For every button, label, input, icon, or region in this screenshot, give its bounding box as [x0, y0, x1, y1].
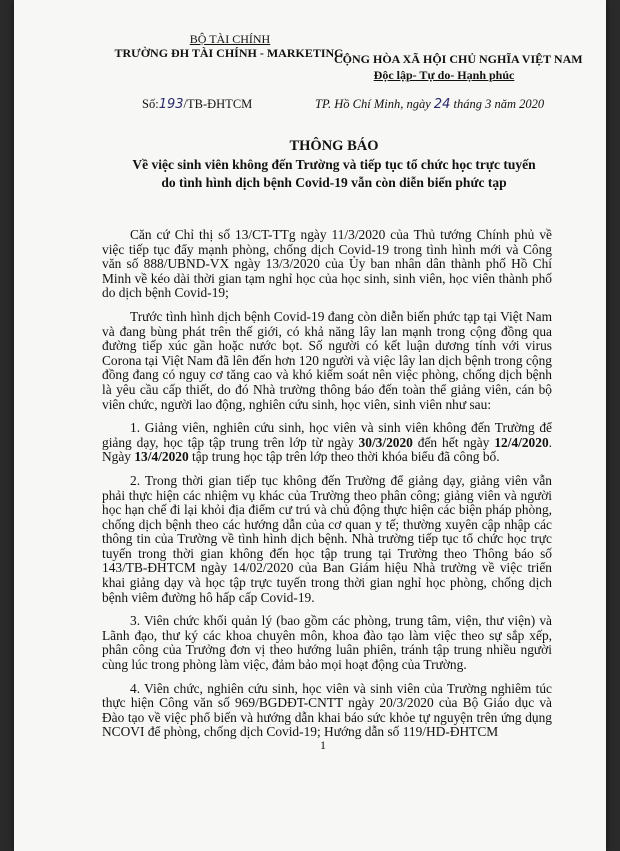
- national-motto: Độc lập- Tự do- Hạnh phúc: [373, 68, 515, 82]
- doc-number-handwritten: 193: [158, 97, 184, 112]
- item-2: 2. Trong thời gian tiếp tục không đến Trường để giảng dạy, giảng viên vẫn phải thực hiện các nhiệm vụ khác của Trường theo phân công; giảng viên và người học hạn chế đi lại khỏi địa điểm cư trú và chủ động thực hiện các biện pháp phòng, chống dịch bệnh theo các hướng dẫn của cơ quan y tế; thường xuyên cập nhập các thông tin của Trường về tình hình dịch bệnh. Nhà trường tiếp tục tổ chức học trực tuyến trong thời gian không đến học tập trung tại Trường theo Thông báo số 143/TB-ĐHTCM ngày 14/02/2020 của Ban Giám hiệu Nhà trường về việc triển khai giảng dạy và học tập trực tuyến trong thời gian nghỉ học phòng, chống dịch bệnh viêm đường hô hấp cấp Covid-19.: [102, 472, 552, 605]
- national-header: [334, 52, 583, 83]
- issuer-header: [110, 32, 350, 61]
- ministry-name: BỘ TÀI CHÍNH: [189, 32, 271, 46]
- issue-date: [315, 97, 544, 112]
- item-4: 4. Viên chức, nghiên cứu sinh, học viên và sinh viên của Trường nghiêm túc thực hiện Công văn số 969/BGDĐT-CNTT ngày 20/3/2020 của Bộ Giáo dục và Đào tạo về việc phổ biến và hướng dẫn khai báo sức khỏe tự nguyện trên ứng dụng NCOVI để phòng, chống dịch Covid-19; Hướng dẫn số 119/HD-ĐHTCM: [102, 680, 552, 740]
- doc-number-suffix: /TB-ĐHTCM: [183, 97, 253, 111]
- title-line-2: do tình hình dịch bệnh Covid-19 vẫn còn diễn biến phức tạp: [161, 175, 507, 190]
- document-page: [14, 0, 606, 851]
- item-1-date-end: 12/4/2020: [494, 434, 549, 450]
- republic-name: CỘNG HÒA XÃ HỘI CHỦ NGHĨA VIỆT NAM: [334, 52, 583, 66]
- document-title: [54, 137, 614, 192]
- document-number: [142, 97, 252, 112]
- item-1: [102, 421, 552, 465]
- title-main: THÔNG BÁO: [289, 138, 379, 154]
- item-1-date-start: 30/3/2020: [358, 434, 413, 450]
- date-suffix: tháng 3 năm 2020: [453, 97, 545, 111]
- page-number: 1: [320, 738, 326, 752]
- item-1-text-e: . Ngày: [102, 434, 552, 465]
- school-name: TRƯỜNG ĐH TÀI CHÍNH - MARKETING: [114, 46, 344, 60]
- item-1-date-resume: 13/4/2020: [134, 449, 189, 465]
- date-day-handwritten: 24: [433, 97, 451, 112]
- document-body: [102, 228, 552, 749]
- date-prefix: TP. Hồ Chí Minh, ngày: [315, 97, 431, 111]
- paragraph-situation: Trước tình hình dịch bệnh Covid-19 đang còn diễn biến phức tạp tại Việt Nam và đang bùng phát trên thế giới, có khả năng lây lan mạnh trong cộng đồng qua đường tiếp xúc gần hoặc nước bọt. Số người có kết luận dương tính với virus Corona tại Việt Nam đã lên đến hơn 120 người và việc lây lan dịch bệnh trong cộng đồng đang có nguy cơ tăng cao và khó kiểm soát nên việc phòng, chống dịch bệnh là yêu cầu cấp thiết, do đó Nhà trường thông báo đến toàn thể giảng viên, cán bộ viên chức, người lao động, nghiên cứu sinh, học viên, sinh viên như sau:: [102, 308, 552, 412]
- doc-number-prefix: Số:: [142, 97, 159, 111]
- item-1-text-c: đến hết ngày: [412, 434, 495, 450]
- item-1-text-a: 1. Giảng viên, nghiên cứu sinh, học viên và sinh viên không đến Trường để giảng dạy, học tập tập trung trên lớp từ ngày: [102, 420, 552, 450]
- title-line-1: Về việc sinh viên không đến Trường và tiếp tục tổ chức học trực tuyến: [132, 157, 536, 172]
- item-3: 3. Viên chức khối quản lý (bao gồm các phòng, trung tâm, viện, thư viện) và Lãnh đạo, thư ký các khoa chuyên môn, khoa đào tạo làm việc theo sự sắp xếp, phân công của Trưởng đơn vị theo hướng luân phiên, tránh tập trung nhiều người cùng lúc trong phòng làm việc, đảm bảo mọi hoạt động của Trường.: [102, 613, 552, 673]
- item-1-text-g: tập trung học tập trên lớp theo thời khóa biểu đã công bố.: [188, 449, 500, 465]
- paragraph-legal-basis: Căn cứ Chỉ thị số 13/CT-TTg ngày 11/3/2020 của Thủ tướng Chính phủ về việc tiếp tục đẩy mạnh phòng, chống dịch Covid-19 trong tình hình mới và Công văn số 888/UBND-VX ngày 13/3/2020 của Ủy ban nhân dân thành phố Hồ Chí Minh về kéo dài thời gian tạm nghỉ học của học sinh, sinh viên, học viên thành phố do dịch bệnh Covid-19;: [102, 227, 552, 301]
